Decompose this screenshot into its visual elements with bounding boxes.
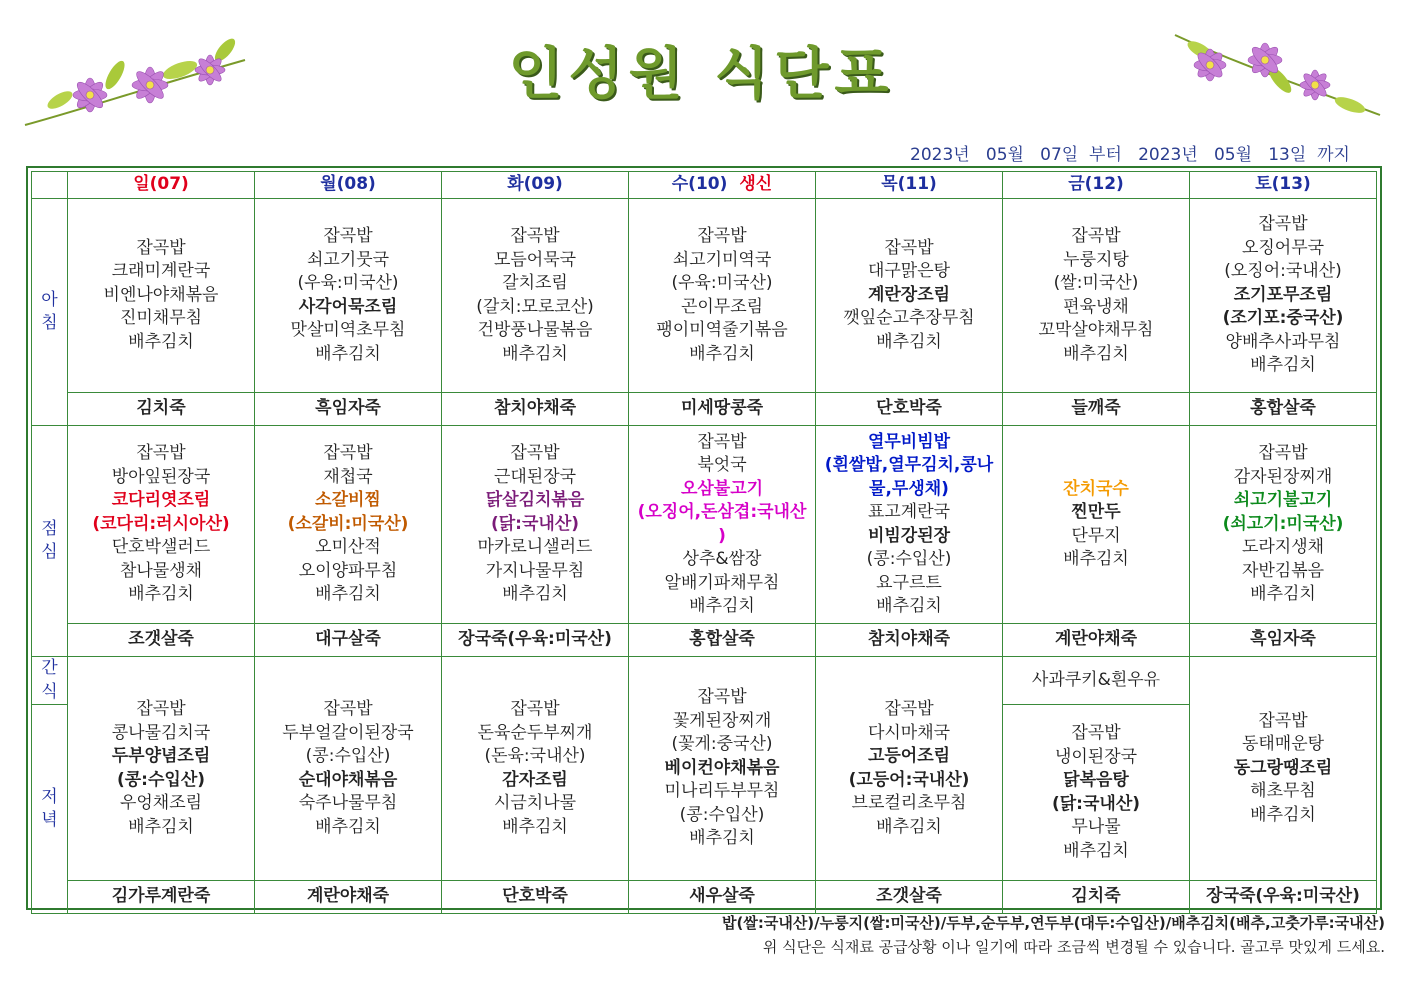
menu-item: (흰쌀밥,열무김치,콩나 — [824, 455, 994, 475]
menu-item: 단무지 — [1071, 525, 1121, 546]
menu-item: 배추김치 — [689, 828, 755, 849]
menu-item: 근대된장국 — [493, 466, 577, 487]
breakfast-cell — [68, 199, 255, 393]
lunch-cell — [255, 426, 442, 624]
menu-item: 베이컨야채볶음 — [664, 757, 780, 778]
menu-item: 잡곡밥 — [1258, 214, 1308, 235]
menu-item: 팽이미역줄기볶음 — [656, 320, 788, 340]
day-label: 토(13) — [1255, 174, 1311, 195]
menu-item: 닭살김치볶음 — [485, 490, 585, 511]
menu-item: 쇠고기미역국 — [672, 249, 772, 270]
menu-item: (쇠고기:미국산) — [1222, 513, 1344, 534]
day-header — [816, 172, 1003, 199]
porridge-cell: 참치야채죽 — [442, 393, 629, 426]
porridge-cell: 홍합살죽 — [629, 624, 816, 657]
menu-item: 배추김치 — [1063, 343, 1129, 364]
menu-item: 조기포무조림 — [1233, 284, 1333, 305]
menu-item: 브로컬리초무침 — [851, 793, 967, 813]
snack-cell: 사과쿠키&흰우유 — [1003, 657, 1190, 705]
corner-cell — [32, 172, 68, 199]
menu-item: 배추김치 — [128, 331, 194, 352]
menu-item: 감자조림 — [502, 769, 568, 790]
menu-item: 오이양파무침 — [298, 560, 398, 581]
menu-item: 양배추사과무침 — [1225, 331, 1341, 352]
menu-item: (닭:국내산) — [490, 513, 580, 534]
menu-item: (콩:수입산) — [679, 804, 765, 825]
menu-item: 배추김치 — [315, 816, 381, 837]
menu-item: 배추김치 — [502, 584, 568, 605]
menu-item: 두부양념조림 — [111, 746, 211, 766]
menu-item: (돈육:국내산) — [484, 746, 586, 766]
dinner-cell — [1003, 705, 1190, 881]
menu-item: 잡곡밥 — [884, 237, 934, 258]
menu-item: 도라지생채 — [1241, 537, 1325, 558]
porridge-cell: 조갯살죽 — [68, 624, 255, 657]
menu-item: (우육:미국산) — [671, 273, 773, 293]
menu-item: (콩:수입산) — [866, 549, 952, 569]
menu-item: 배추김치 — [502, 816, 568, 837]
menu-item: 잡곡밥 — [1071, 723, 1121, 743]
day-label: 월(08) — [320, 174, 376, 195]
menu-item: 잡곡밥 — [697, 687, 747, 708]
porridge-cell: 김가루계란죽 — [68, 881, 255, 914]
breakfast-cell — [255, 199, 442, 393]
dinner-cell — [68, 657, 255, 881]
menu-item: 다시마채국 — [867, 722, 951, 743]
porridge-cell: 장국죽(우육:미국산) — [442, 624, 629, 657]
menu-item: 동그랑땡조림 — [1233, 757, 1333, 778]
breakfast-cell — [816, 199, 1003, 393]
menu-item: 잡곡밥 — [697, 431, 747, 452]
breakfast-cell — [1190, 199, 1377, 393]
porridge-cell: 김치죽 — [1003, 881, 1190, 914]
breakfast-label: 아 침 — [32, 199, 68, 426]
menu-item: 배추김치 — [876, 816, 942, 837]
menu-item: 사각어묵조림 — [298, 296, 398, 317]
menu-item: 잡곡밥 — [1071, 226, 1121, 246]
menu-item: 북엇국 — [697, 455, 747, 475]
porridge-cell: 참치야채죽 — [816, 624, 1003, 657]
menu-item: 배추김치 — [502, 343, 568, 364]
menu-item: 잡곡밥 — [510, 443, 560, 464]
menu-item: 잡곡밥 — [136, 699, 186, 719]
lunch-cell — [1003, 426, 1190, 624]
menu-table-frame — [26, 166, 1382, 910]
menu-item: (쌀:미국산) — [1053, 273, 1139, 293]
day-label: 일(07) — [133, 174, 189, 195]
menu-item: 재첩국 — [323, 466, 373, 487]
day-header — [68, 172, 255, 199]
menu-item: 곤이무조림 — [680, 296, 764, 317]
porridge-cell: 김치죽 — [68, 393, 255, 426]
menu-item: 계란장조림 — [867, 284, 951, 305]
menu-item: (콩:수입산) — [305, 746, 391, 766]
menu-item: 누룽지탕 — [1063, 249, 1129, 270]
menu-item: (닭:국내산) — [1051, 793, 1141, 814]
menu-item: (코다리:러시아산) — [92, 513, 230, 534]
menu-item: 오징어무국 — [1241, 237, 1325, 258]
menu-item: 배추김치 — [1250, 804, 1316, 825]
porridge-cell: 조갯살죽 — [816, 881, 1003, 914]
date-range: 2023년 05월 07일 부터 2023년 05월 13일 까지 — [910, 145, 1350, 165]
menu-item: (갈치:모로코산) — [476, 296, 594, 317]
menu-item: (고등어:국내산) — [848, 769, 970, 790]
menu-item: 단호박샐러드 — [111, 537, 211, 558]
dinner-label: 저 녁 — [32, 705, 68, 914]
menu-item: (조기포:중국산) — [1222, 308, 1344, 329]
day-label: 화(09) — [507, 174, 563, 195]
porridge-cell: 대구살죽 — [255, 624, 442, 657]
menu-item: 잡곡밥 — [884, 699, 934, 719]
dinner-porridge-row — [32, 881, 1377, 914]
menu-item: (콩:수입산) — [116, 769, 206, 790]
menu-item: 코다리엿조림 — [111, 490, 211, 511]
breakfast-porridge-row — [32, 393, 1377, 426]
menu-item: 꽃게된장찌개 — [672, 710, 772, 731]
menu-item: 참나물생채 — [119, 560, 203, 581]
menu-item: 잡곡밥 — [136, 443, 186, 464]
porridge-cell: 단호박죽 — [442, 881, 629, 914]
menu-item: 배추김치 — [128, 816, 194, 837]
menu-item: 깻잎순고추장무침 — [843, 308, 975, 329]
menu-item: 갈치조림 — [502, 273, 568, 293]
snack-row — [32, 657, 1377, 705]
menu-item: 상추&쌈장 — [682, 549, 762, 569]
menu-item: 잡곡밥 — [1258, 443, 1308, 464]
menu-item: (오징어,돈삼겹:국내산 — [637, 502, 807, 522]
menu-item: 시금치나물 — [493, 793, 577, 813]
day-label: 목(11) — [881, 174, 937, 195]
day-header — [1190, 172, 1377, 199]
lunch-row — [32, 426, 1377, 624]
day-header — [1003, 172, 1190, 199]
menu-table — [31, 171, 1377, 914]
dinner-cell — [442, 657, 629, 881]
porridge-cell: 홍합살죽 — [1190, 393, 1377, 426]
menu-item: 방아잎된장국 — [111, 466, 211, 487]
menu-item: 동태매운탕 — [1241, 734, 1325, 755]
porridge-cell: 흑임자죽 — [255, 393, 442, 426]
menu-item: 배추김치 — [315, 343, 381, 364]
menu-item: 가지나물무침 — [485, 560, 585, 581]
menu-item: (꽃게:중국산) — [671, 734, 773, 755]
porridge-cell: 새우살죽 — [629, 881, 816, 914]
menu-item: 해초무침 — [1250, 781, 1316, 802]
menu-item: 우엉채조림 — [119, 793, 203, 813]
menu-item: 자반김볶음 — [1241, 560, 1325, 581]
menu-item: 건방풍나물볶음 — [477, 320, 593, 340]
menu-item: 잡곡밥 — [1258, 710, 1308, 731]
porridge-cell: 계란야채죽 — [255, 881, 442, 914]
menu-item: 쇠고기불고기 — [1233, 490, 1333, 511]
menu-item: 찐만두 — [1071, 502, 1121, 522]
menu-item: 무나물 — [1071, 817, 1121, 837]
dinner-cell — [816, 657, 1003, 881]
menu-item: 진미채무침 — [119, 308, 203, 329]
porridge-cell: 들깨죽 — [1003, 393, 1190, 426]
menu-item: 감자된장찌개 — [1233, 466, 1333, 487]
menu-item: 요구르트 — [876, 572, 942, 593]
menu-item: 고등어조림 — [867, 746, 951, 766]
page-title: 인성원 식단표 — [508, 42, 895, 107]
day-header — [629, 172, 816, 199]
breakfast-cell — [442, 199, 629, 393]
dinner-cell — [629, 657, 816, 881]
menu-item: 잡곡밥 — [510, 699, 560, 719]
lunch-cell — [816, 426, 1003, 624]
menu-item: 잡곡밥 — [323, 443, 373, 464]
menu-item: 잡곡밥 — [323, 226, 373, 246]
day-label: 금(12) — [1068, 174, 1124, 195]
breakfast-cell — [629, 199, 816, 393]
menu-item: 오미산적 — [315, 537, 381, 558]
menu-item: 배추김치 — [876, 331, 942, 352]
porridge-cell: 계란야채죽 — [1003, 624, 1190, 657]
menu-item: 마카로니샐러드 — [477, 537, 593, 558]
lunch-cell — [629, 426, 816, 624]
menu-item: 잡곡밥 — [323, 699, 373, 719]
origin-note: 밥(쌀:국내산)/누룽지(쌀:미국산)/두부,순두부,연두부(대두:수입산)/배추김치(배추,고춧가루:국내산) — [722, 914, 1385, 932]
menu-item: 열무비빔밥 — [867, 431, 951, 452]
menu-item: 돈육순두부찌개 — [477, 722, 593, 743]
menu-item: (우육:미국산) — [297, 273, 399, 293]
menu-item: ) — [718, 525, 726, 546]
birthday-label: 생신 — [739, 174, 773, 195]
breakfast-cell — [1003, 199, 1190, 393]
menu-item: 배추김치 — [128, 584, 194, 605]
menu-item: 배추김치 — [1063, 840, 1129, 861]
menu-item: 배추김치 — [1250, 584, 1316, 605]
dinner-cell — [255, 657, 442, 881]
breakfast-row — [32, 199, 1377, 393]
menu-item: 잡곡밥 — [136, 237, 186, 258]
menu-item: 잡곡밥 — [697, 226, 747, 246]
porridge-cell: 단호박죽 — [816, 393, 1003, 426]
dinner-cell — [1190, 657, 1377, 881]
menu-item: 숙주나물무침 — [298, 793, 398, 813]
change-notice: 위 식단은 식재료 공급상황 이나 일기에 따라 조금씩 변경될 수 있습니다. 골고루 맛있게 드세요. — [762, 938, 1385, 956]
porridge-cell: 장국죽(우육:미국산) — [1190, 881, 1377, 914]
menu-item: 오삼불고기 — [680, 478, 764, 499]
lunch-cell — [1190, 426, 1377, 624]
menu-item: 배추김치 — [876, 596, 942, 616]
menu-item: 순대야채볶음 — [298, 769, 398, 790]
menu-item: (소갈비:미국산) — [287, 513, 409, 534]
day-label: 수(10) — [671, 174, 728, 195]
porridge-cell: 미세땅콩죽 — [629, 393, 816, 426]
lunch-label: 점 심 — [32, 426, 68, 657]
menu-item: 알배기파채무침 — [664, 572, 780, 593]
day-header — [255, 172, 442, 199]
menu-item: 크래미계란국 — [111, 261, 211, 282]
menu-item: 두부얼갈이된장국 — [282, 722, 414, 743]
menu-item: 모듬어묵국 — [493, 249, 577, 270]
lunch-cell — [68, 426, 255, 624]
menu-item: 잡곡밥 — [510, 226, 560, 246]
menu-item: 배추김치 — [315, 584, 381, 605]
menu-item: 미나리두부무침 — [664, 781, 780, 802]
snack-label: 간식 — [32, 657, 68, 705]
menu-item: 비엔나야채볶음 — [103, 284, 219, 305]
menu-item: 배추김치 — [689, 596, 755, 616]
menu-item: 배추김치 — [1063, 549, 1129, 569]
menu-item: 맛살미역초무침 — [290, 320, 406, 340]
porridge-cell: 흑임자죽 — [1190, 624, 1377, 657]
menu-item: 배추김치 — [1250, 355, 1316, 376]
day-header — [442, 172, 629, 199]
menu-item: 콩나물김치국 — [111, 722, 211, 743]
menu-item: 대구맑은탕 — [867, 261, 951, 282]
menu-item: 물,무생채) — [869, 478, 949, 499]
menu-item: 잔치국수 — [1063, 478, 1129, 499]
menu-item: 닭복음탕 — [1063, 770, 1129, 790]
menu-item: 표고계란국 — [867, 502, 951, 522]
menu-item: 꼬막살야채무침 — [1038, 320, 1154, 340]
menu-item: 배추김치 — [689, 343, 755, 364]
menu-item: (오징어:국내산) — [1224, 261, 1342, 282]
menu-item: 소갈비찜 — [315, 490, 381, 511]
menu-item: 쇠고기뭇국 — [306, 249, 390, 270]
day-header-row — [32, 172, 1377, 199]
lunch-porridge-row — [32, 624, 1377, 657]
menu-item: 냉이된장국 — [1054, 746, 1138, 767]
lunch-cell — [442, 426, 629, 624]
menu-item: 비빔강된장 — [867, 525, 951, 546]
menu-item: 편육냉채 — [1063, 296, 1129, 317]
